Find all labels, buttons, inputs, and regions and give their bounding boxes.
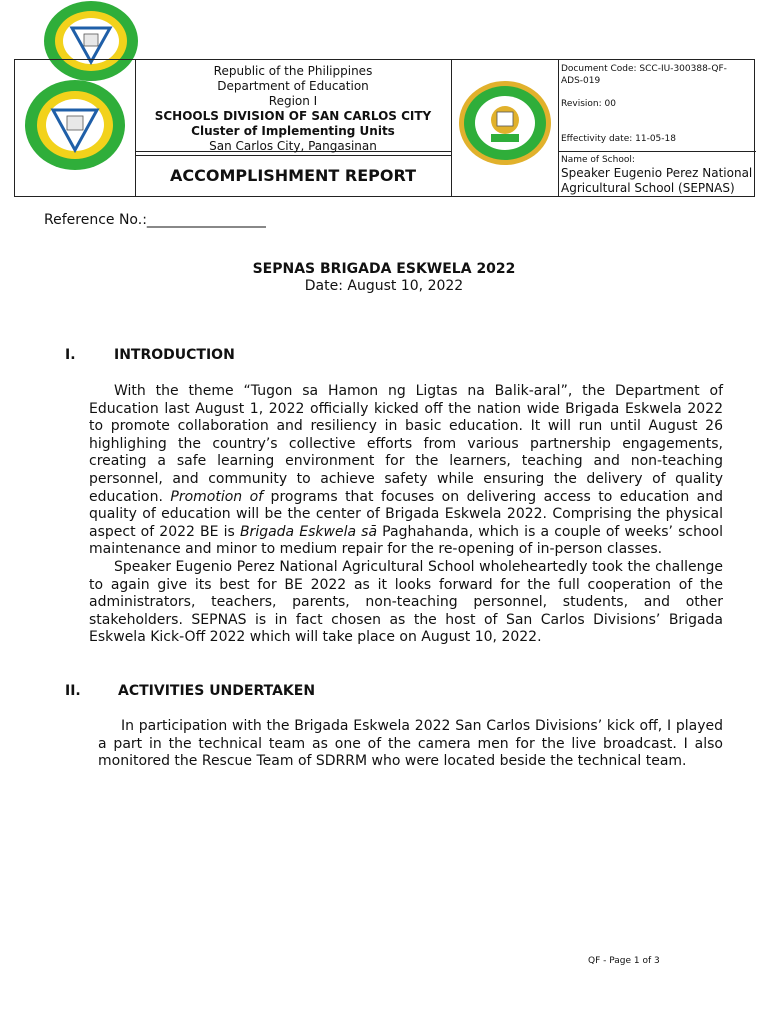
division-seal <box>23 78 127 172</box>
section-2-title: ACTIVITIES UNDERTAKEN <box>118 683 316 699</box>
document-header-table <box>14 59 755 197</box>
header-region: Region I <box>268 94 318 108</box>
report-title: ACCOMPLISHMENT REPORT <box>170 165 416 185</box>
event-date: Date: August 10, 2022 <box>304 278 464 294</box>
header-department: Department of Education <box>217 79 369 93</box>
section-2-number: II. <box>65 683 81 699</box>
activities-paragraph: In participation with the Brigada Eskwela 2022 San Carlos Divisions’ kick off, I played a part in the technical team as one of the camera men for the live broadcast. I also monitored the Rescue Team of SDRRM who were located beside the technical team. <box>98 718 723 770</box>
introduction-paragraph-1: With the theme “Tugon sa Hamon ng Ligtas na Balik-aral”, the Department of Education last August 1, 2022 officially kicked off the nation wide Brigada Eskwela 2022 to promote collaboration and resiliency in basic education. It will run until August 26 highlighing the country’s collective efforts from various partnership engagements, creating a safe learning environment for the learners, teaching and non-teaching personnel, and community to achieve safety while ensuring the delivery of quality education. Promotion of programs that focuses on delivering access to education and quality of education will be the center of Brigada Eskwela 2022. Comprising the physical aspect of 2022 BE is Brigada Eskwela sā Paghahanda, which is a couple of weeks’ school maintenance and minor to medium repair for the re-opening of in-person classes. <box>89 383 723 558</box>
revision: Revision: 00 <box>561 99 616 109</box>
section-1-number: I. <box>65 347 76 363</box>
school-name-line1: Speaker Eugenio Perez National <box>561 166 753 180</box>
document-code: Document Code: SCC-IU-300388-QF- <box>561 64 727 74</box>
reference-number: Reference No.:_________________ <box>44 212 266 228</box>
school-label: Name of School: <box>561 155 635 165</box>
document-code-cont: ADS-019 <box>561 76 601 86</box>
page-footer: QF - Page 1 of 3 <box>588 956 660 966</box>
header-division: SCHOOLS DIVISION OF SAN CARLOS CITY <box>154 109 432 123</box>
event-title: SEPNAS BRIGADA ESKWELA 2022 <box>252 261 516 277</box>
section-1-title: INTRODUCTION <box>114 347 235 363</box>
header-city: San Carlos City, Pangasinan <box>209 139 377 153</box>
introduction-paragraph-2: Speaker Eugenio Perez National Agricultural School wholeheartedly took the challenge to again give its best for BE 2022 as it looks forward for the full cooperation of the administrators, teachers, parents, non-teaching personnel, students, and other stakeholders. SEPNAS is in fact chosen as the host of San Carlos Divisions’ Brigada Eskwela Kick-Off 2022 which will take place on August 10, 2022. <box>89 559 723 646</box>
header-republic: Republic of the Philippines <box>213 64 373 78</box>
school-name-line2: Agricultural School (SEPNAS) <box>561 181 735 195</box>
header-cluster: Cluster of Implementing Units <box>191 124 395 138</box>
effectivity-date: Effectivity date: 11-05-18 <box>561 134 676 144</box>
school-seal <box>455 78 555 168</box>
